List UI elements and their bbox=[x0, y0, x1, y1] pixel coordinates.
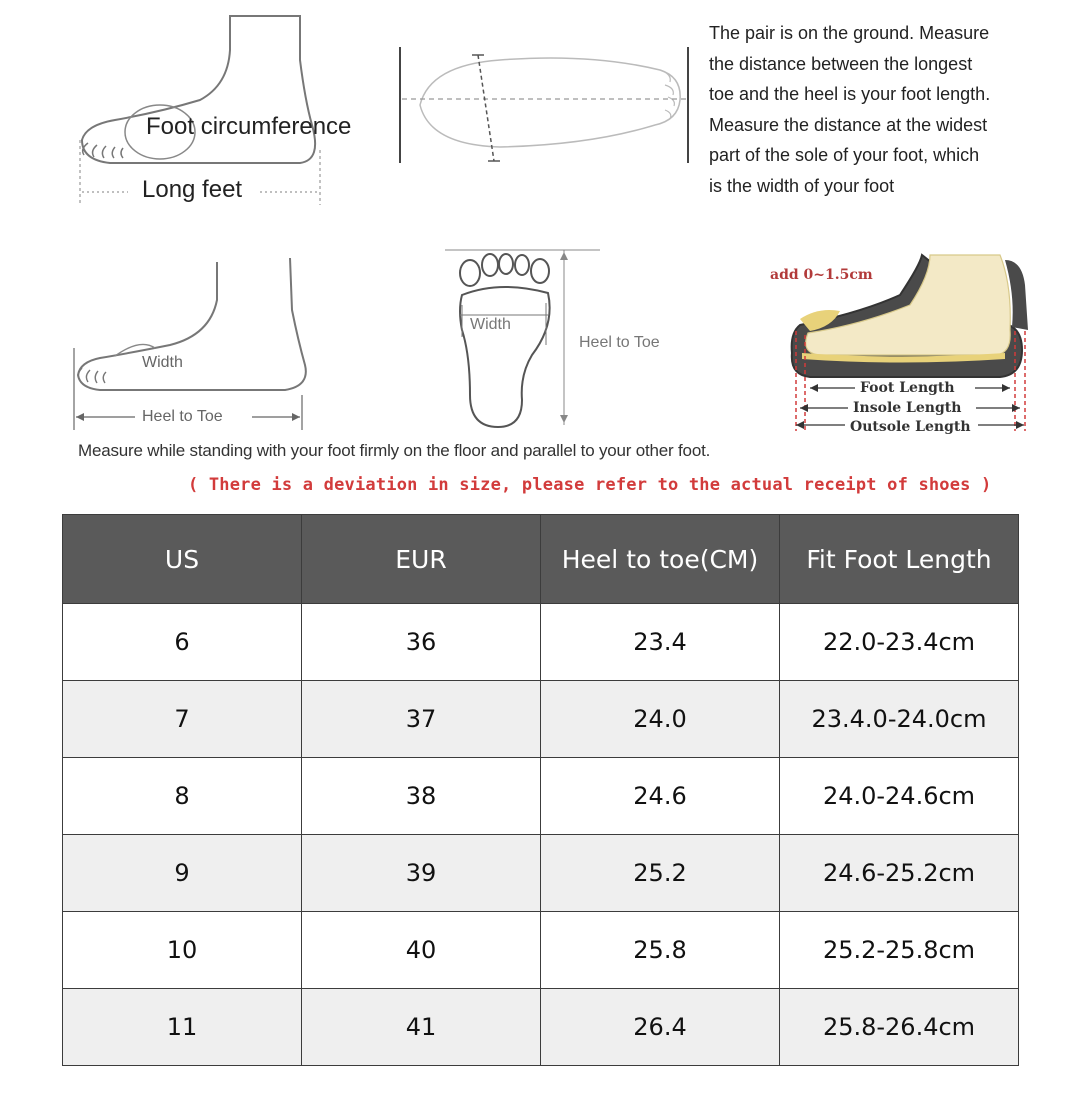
outsole-length-label: Outsole Length bbox=[850, 419, 971, 435]
insole-length-label: Insole Length bbox=[853, 400, 962, 416]
table-row bbox=[63, 758, 1019, 835]
side-width-label: Width bbox=[142, 354, 183, 371]
cell-fit-foot-length: 22.0-23.4cm bbox=[780, 604, 1019, 681]
size-chart-table bbox=[62, 514, 1019, 1066]
long-feet-label: Long feet bbox=[142, 176, 243, 203]
cell-eur: 38 bbox=[302, 758, 541, 835]
cell-us: 9 bbox=[63, 835, 302, 912]
table-row bbox=[63, 912, 1019, 989]
table-row bbox=[63, 681, 1019, 758]
sole-heel-to-toe-label: Heel to Toe bbox=[579, 334, 660, 351]
foot-top-view-diagram bbox=[390, 35, 700, 175]
foot-circumference-diagram bbox=[0, 0, 380, 215]
side-heel-to-toe-label: Heel to Toe bbox=[142, 408, 223, 425]
cell-fit-foot-length: 23.4.0-24.0cm bbox=[780, 681, 1019, 758]
footprint-diagram bbox=[440, 245, 690, 435]
foot-top-illustration bbox=[390, 35, 700, 175]
cell-us: 6 bbox=[63, 604, 302, 681]
cell-eur: 36 bbox=[302, 604, 541, 681]
sole-width-label: Width bbox=[470, 316, 511, 333]
measurement-instructions bbox=[709, 18, 1049, 202]
cell-fit-foot-length: 24.0-24.6cm bbox=[780, 758, 1019, 835]
cell-heel-to-toe: 25.8 bbox=[541, 912, 780, 989]
table-header-row bbox=[63, 515, 1019, 604]
size-deviation-note: ( There is a deviation in size, please refer to the actual receipt of shoes ) bbox=[188, 475, 992, 495]
header-us: US bbox=[63, 515, 302, 604]
cell-us: 10 bbox=[63, 912, 302, 989]
foot-length-label: Foot Length bbox=[860, 380, 955, 396]
cell-eur: 37 bbox=[302, 681, 541, 758]
cell-heel-to-toe: 24.6 bbox=[541, 758, 780, 835]
table-row bbox=[63, 604, 1019, 681]
cell-eur: 40 bbox=[302, 912, 541, 989]
cell-eur: 39 bbox=[302, 835, 541, 912]
table-row bbox=[63, 989, 1019, 1066]
instruction-line: The pair is on the ground. Measure bbox=[709, 23, 990, 43]
cell-fit-foot-length: 24.6-25.2cm bbox=[780, 835, 1019, 912]
foot-circumference-label: Foot circumference bbox=[146, 113, 352, 140]
shoe-cross-section-diagram bbox=[760, 235, 1060, 445]
foot-side-width-diagram bbox=[60, 250, 330, 440]
cell-fit-foot-length: 25.8-26.4cm bbox=[780, 989, 1019, 1066]
instruction-line: the distance between the longest bbox=[709, 53, 973, 74]
cell-fit-foot-length: 25.2-25.8cm bbox=[780, 912, 1019, 989]
header-fit-foot-length: Fit Foot Length bbox=[780, 515, 1019, 604]
instruction-line: Measure the distance at the widest bbox=[709, 114, 988, 135]
table-row bbox=[63, 835, 1019, 912]
header-heel-to-toe: Heel to toe(CM) bbox=[541, 515, 780, 604]
cell-us: 11 bbox=[63, 989, 302, 1066]
instruction-line: part of the sole of your foot, which bbox=[709, 145, 980, 166]
cell-us: 7 bbox=[63, 681, 302, 758]
cell-us: 8 bbox=[63, 758, 302, 835]
instruction-line: is the width of your foot bbox=[709, 175, 895, 196]
cell-eur: 41 bbox=[302, 989, 541, 1066]
cell-heel-to-toe: 26.4 bbox=[541, 989, 780, 1066]
cell-heel-to-toe: 24.0 bbox=[541, 681, 780, 758]
cell-heel-to-toe: 25.2 bbox=[541, 835, 780, 912]
add-allowance-label: add 0~1.5cm bbox=[770, 267, 873, 283]
header-eur: EUR bbox=[302, 515, 541, 604]
instruction-line: toe and the heel is your foot length. bbox=[709, 84, 991, 105]
standing-measure-note: Measure while standing with your foot firmly on the floor and parallel to your other foot. bbox=[78, 441, 711, 460]
cell-heel-to-toe: 23.4 bbox=[541, 604, 780, 681]
